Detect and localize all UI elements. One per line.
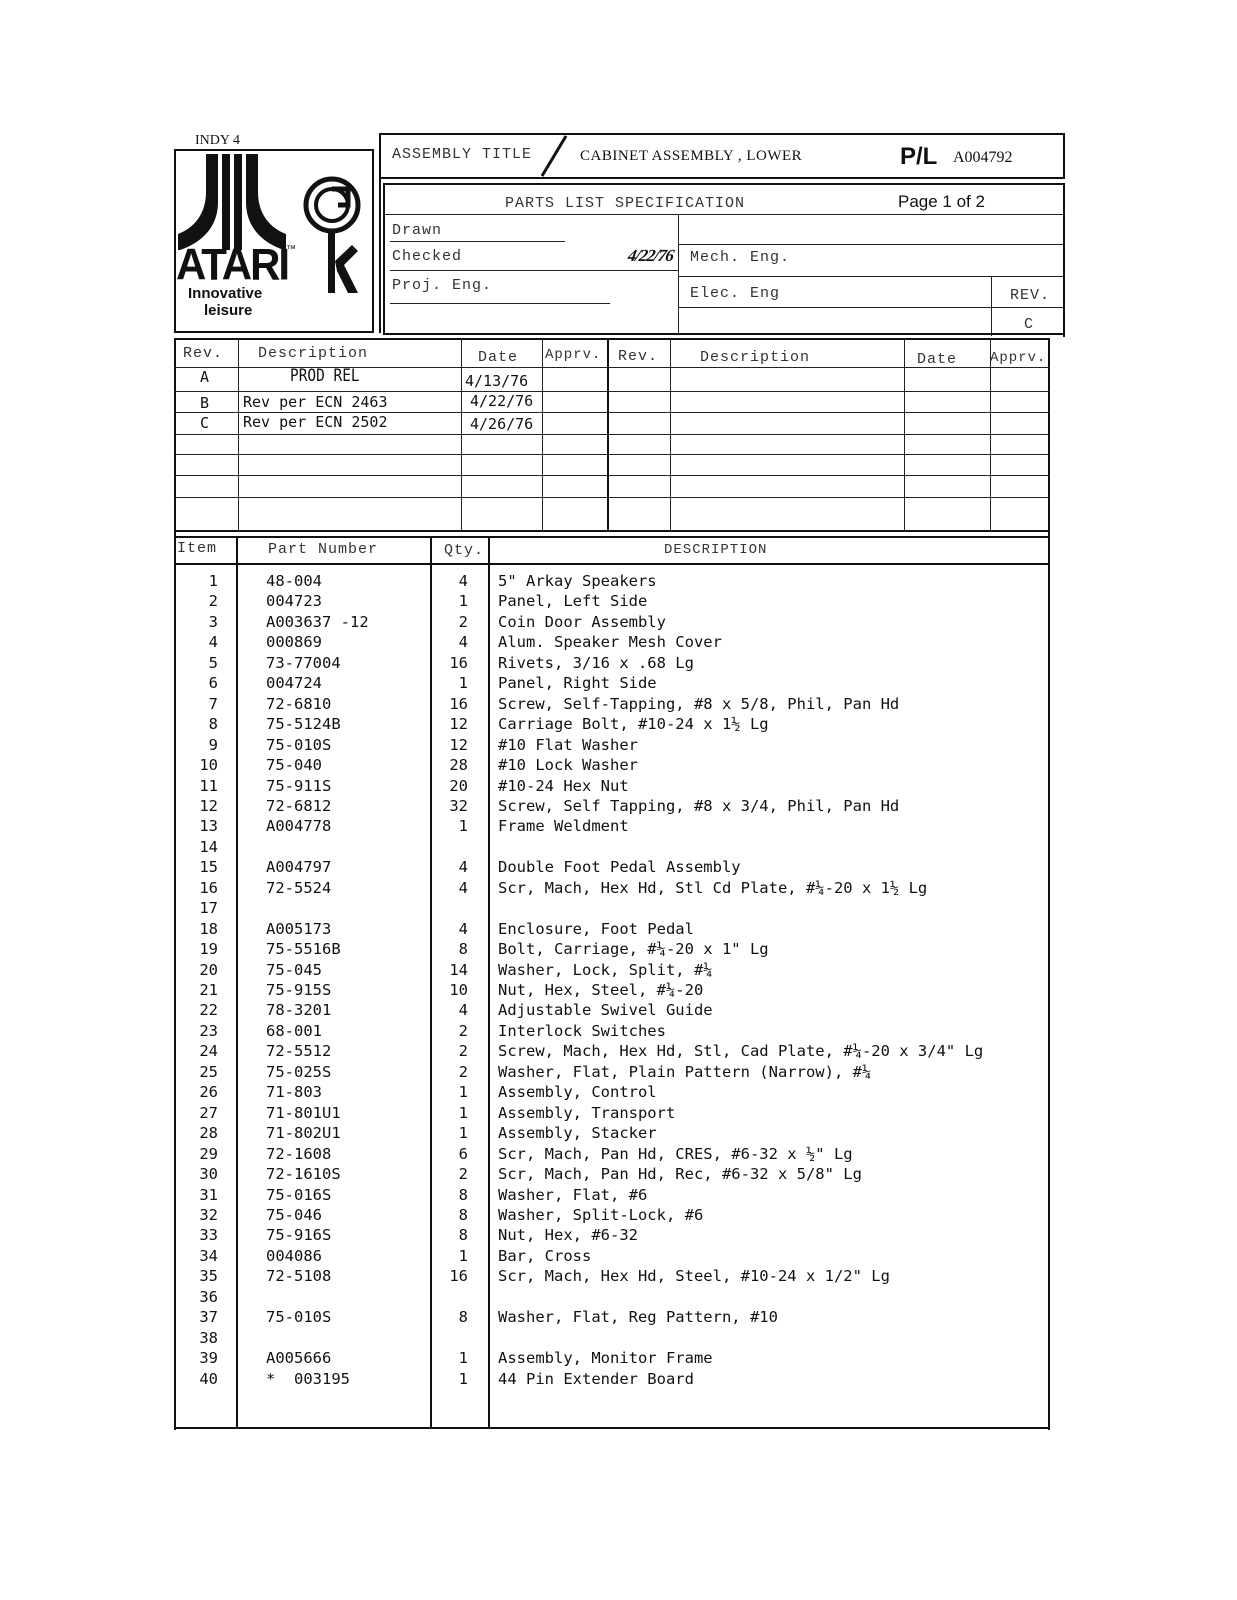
quantity: 2 [458, 1021, 468, 1040]
table-row [176, 1123, 1050, 1143]
quantity: 6 [458, 1144, 468, 1163]
item-number: 3 [208, 612, 218, 631]
table-row [176, 939, 1050, 959]
table-row [176, 1369, 1050, 1389]
quantity: 20 [449, 776, 468, 795]
part-description: Enclosure, Foot Pedal [498, 919, 694, 938]
item-number: 22 [199, 1001, 218, 1020]
table-row [176, 1348, 1050, 1368]
table-row [176, 837, 1050, 857]
quantity: 4 [458, 878, 468, 897]
rev-header-apprv: Apprv. [545, 347, 602, 363]
part-number: 75-046 [266, 1205, 322, 1224]
item-number: 9 [208, 735, 218, 754]
rev-value: C [1024, 316, 1035, 333]
quantity: 8 [458, 1226, 468, 1245]
quantity: 8 [458, 940, 468, 959]
quantity: 1 [458, 1369, 468, 1388]
quantity: 16 [449, 653, 468, 672]
part-description: Scr, Mach, Pan Hd, CRES, #6-32 x ½" Lg [498, 1144, 853, 1163]
rev-header-rev-2: Rev. [618, 348, 659, 365]
part-number: 75-916S [266, 1226, 332, 1245]
part-description: Bar, Cross [498, 1246, 592, 1265]
quantity: 32 [449, 796, 468, 815]
part-description: Coin Door Assembly [498, 612, 666, 631]
elec-eng-label: Elec. Eng [690, 285, 781, 302]
item-number: 28 [199, 1124, 218, 1143]
item-number: 11 [199, 776, 218, 795]
part-description: Assembly, Stacker [498, 1124, 657, 1143]
item-number: 24 [199, 1042, 218, 1061]
part-number: 75-911S [266, 776, 332, 795]
part-number: 75-5516B [266, 940, 341, 959]
table-row [176, 1225, 1050, 1245]
item-number: 14 [199, 837, 218, 856]
table-row [176, 1103, 1050, 1123]
item-number: 13 [199, 817, 218, 836]
assembly-title-value: CABINET ASSEMBLY , LOWER [580, 148, 803, 164]
part-description: Scr, Mach, Hex Hd, Steel, #10-24 x 1/2" Lg [498, 1267, 890, 1286]
part-description: Bolt, Carriage, #¼-20 x 1" Lg [498, 940, 769, 959]
item-number: 25 [199, 1062, 218, 1081]
part-number: A004778 [266, 817, 332, 836]
logo-tagline-1: Innovative [188, 285, 263, 302]
part-number: 48-004 [266, 572, 322, 590]
parts-header-qty: Qty. [444, 542, 485, 559]
checked-date: 4/22/76 [626, 246, 675, 265]
table-row [176, 632, 1050, 652]
table-row [176, 1307, 1050, 1327]
part-number: 75-915S [266, 981, 332, 999]
quantity: 28 [449, 756, 468, 775]
table-row [176, 857, 1050, 877]
table-row [176, 980, 1050, 1000]
rev-header-description-2: Description [700, 349, 811, 366]
part-description: Interlock Switches [498, 1021, 666, 1040]
rev-row-b-date: 4/22/76 [470, 392, 534, 410]
part-number: 004724 [266, 674, 322, 693]
item-number: 30 [199, 1165, 218, 1184]
parts-header-description: DESCRIPTION [664, 542, 768, 558]
rev-header-date: Date [478, 349, 519, 366]
table-row [176, 1144, 1050, 1164]
rev-row-a-rev: A [200, 368, 210, 386]
quantity: 12 [449, 735, 468, 754]
item-number: 10 [199, 756, 218, 775]
part-description: Nut, Hex, Steel, #¼-20 [498, 981, 704, 999]
table-row [176, 591, 1050, 611]
part-number: * 003195 [266, 1369, 350, 1388]
part-number: 72-1608 [266, 1144, 332, 1163]
kee-games-icon [300, 175, 362, 295]
table-row [176, 898, 1050, 918]
table-row [176, 1021, 1050, 1041]
item-number: 21 [199, 981, 218, 999]
part-number: 75-010S [266, 1308, 332, 1327]
proj-eng-label: Proj. Eng. [392, 277, 493, 294]
logo-wordmark: ATARI [176, 239, 289, 290]
item-number: 31 [199, 1185, 218, 1204]
item-number: 18 [199, 919, 218, 938]
part-number: 72-6810 [266, 694, 332, 713]
item-number: 5 [208, 653, 218, 672]
table-row [176, 571, 1050, 591]
trademark-symbol: ™ [286, 244, 296, 255]
quantity: 1 [458, 592, 468, 611]
table-row [176, 755, 1050, 775]
part-number: 71-801U1 [266, 1103, 341, 1122]
quantity: 10 [449, 981, 468, 999]
table-row [176, 673, 1050, 693]
table-row [176, 1287, 1050, 1307]
item-number: 33 [199, 1226, 218, 1245]
part-number: 75-016S [266, 1185, 332, 1204]
part-description: Double Foot Pedal Assembly [498, 858, 741, 877]
part-description: Assembly, Transport [498, 1103, 676, 1122]
quantity: 4 [458, 633, 468, 652]
quantity: 2 [458, 1062, 468, 1081]
logo-tagline-2: leisure [204, 302, 253, 319]
part-description: Panel, Right Side [498, 674, 657, 693]
part-description: Screw, Mach, Hex Hd, Stl, Cad Plate, #¼-20 x 3/4" Lg [498, 1042, 984, 1061]
item-number: 12 [199, 796, 218, 815]
atari-fuji-icon [176, 152, 296, 252]
parts-header-part-number: Part Number [268, 541, 379, 558]
table-row [176, 735, 1050, 755]
item-number: 15 [199, 858, 218, 877]
item-number: 2 [208, 592, 218, 611]
part-number: 72-5512 [266, 1042, 332, 1061]
table-row [176, 776, 1050, 796]
mech-eng-label: Mech. Eng. [690, 249, 791, 266]
part-number: 75-025S [266, 1062, 332, 1081]
part-description: Frame Weldment [498, 817, 629, 836]
item-number: 19 [199, 940, 218, 959]
table-row [176, 714, 1050, 734]
quantity: 1 [458, 674, 468, 693]
table-row [176, 816, 1050, 836]
item-number: 23 [199, 1021, 218, 1040]
item-number: 34 [199, 1246, 218, 1265]
quantity: 2 [458, 1165, 468, 1184]
part-number: 73-77004 [266, 653, 341, 672]
rev-row-b-description: Rev per ECN 2463 [243, 393, 388, 411]
part-description: Washer, Flat, Plain Pattern (Narrow), #¼ [498, 1062, 872, 1081]
table-row [176, 1000, 1050, 1020]
table-row [176, 1328, 1050, 1348]
table-row [176, 612, 1050, 632]
item-number: 8 [208, 715, 218, 734]
quantity: 1 [458, 1083, 468, 1102]
parts-table-bottom-rule [174, 1427, 1050, 1429]
item-number: 40 [199, 1369, 218, 1388]
item-number: 1 [208, 572, 218, 590]
parts-header-item: Item [177, 540, 218, 557]
assembly-title-label: ASSEMBLY TITLE [392, 146, 533, 163]
part-description: Panel, Left Side [498, 592, 648, 611]
quantity: 1 [458, 1124, 468, 1143]
rev-header-description: Description [258, 345, 369, 362]
pl-number: A004792 [953, 149, 1013, 166]
part-number: 68-001 [266, 1021, 322, 1040]
item-number: 27 [199, 1103, 218, 1122]
table-row [176, 1185, 1050, 1205]
table-row [176, 796, 1050, 816]
item-number: 4 [208, 633, 218, 652]
item-number: 26 [199, 1083, 218, 1102]
part-description: Washer, Lock, Split, #¼ [498, 960, 713, 979]
part-description: Washer, Split-Lock, #6 [498, 1205, 704, 1224]
quantity: 1 [458, 1103, 468, 1122]
part-number: 72-5108 [266, 1267, 332, 1286]
part-number: 71-802U1 [266, 1124, 341, 1143]
table-row [176, 1246, 1050, 1266]
part-description: 5" Arkay Speakers [498, 572, 657, 590]
item-number: 35 [199, 1267, 218, 1286]
quantity: 8 [458, 1185, 468, 1204]
rev-header-date-2: Date [917, 351, 958, 368]
rev-row-b-rev: B [200, 394, 210, 412]
item-number: 20 [199, 960, 218, 979]
part-description: Screw, Self-Tapping, #8 x 5/8, Phil, Pan Hd [498, 694, 900, 713]
table-row [176, 1062, 1050, 1082]
rev-header-apprv-2: Apprv. [990, 350, 1047, 366]
part-number: 78-3201 [266, 1001, 332, 1020]
table-row [176, 1205, 1050, 1225]
rev-header-rev: Rev. [183, 345, 224, 362]
item-number: 38 [199, 1328, 218, 1347]
part-description: Carriage Bolt, #10-24 x 1½ Lg [498, 715, 769, 734]
page-indicator: Page 1 of 2 [898, 192, 985, 211]
item-number: 17 [199, 899, 218, 918]
part-description: Alum. Speaker Mesh Cover [498, 633, 722, 652]
part-description: Nut, Hex, #6-32 [498, 1226, 638, 1245]
table-row [176, 653, 1050, 673]
quantity: 4 [458, 919, 468, 938]
part-number: 000869 [266, 633, 322, 652]
item-number: 36 [199, 1287, 218, 1306]
part-description: Adjustable Swivel Guide [498, 1001, 713, 1020]
part-number: 72-1610S [266, 1165, 341, 1184]
part-number: 75-5124B [266, 715, 341, 734]
checked-label: Checked [392, 248, 463, 265]
item-number: 7 [208, 694, 218, 713]
quantity: 1 [458, 817, 468, 836]
table-row [176, 878, 1050, 898]
part-number: 75-010S [266, 735, 332, 754]
table-row [176, 1164, 1050, 1184]
table-row [176, 1082, 1050, 1102]
quantity: 8 [458, 1205, 468, 1224]
part-description: #10 Lock Washer [498, 756, 638, 775]
quantity: 1 [458, 1349, 468, 1368]
part-description: #10 Flat Washer [498, 735, 638, 754]
item-number: 37 [199, 1308, 218, 1327]
item-number: 29 [199, 1144, 218, 1163]
item-number: 39 [199, 1349, 218, 1368]
part-description: Washer, Flat, #6 [498, 1185, 648, 1204]
item-number: 32 [199, 1205, 218, 1224]
spec-title: PARTS LIST SPECIFICATION [505, 195, 746, 212]
part-number: A003637 -12 [266, 612, 369, 631]
quantity: 4 [458, 1001, 468, 1020]
part-number: 75-040 [266, 756, 322, 775]
part-description: Washer, Flat, Reg Pattern, #10 [498, 1308, 778, 1327]
table-row [176, 694, 1050, 714]
part-description: 44 Pin Extender Board [498, 1369, 694, 1388]
quantity: 1 [458, 1246, 468, 1265]
table-row [176, 1041, 1050, 1061]
table-row [176, 919, 1050, 939]
quantity: 8 [458, 1308, 468, 1327]
rev-row-c-date: 4/26/76 [470, 415, 534, 433]
part-number: 75-045 [266, 960, 322, 979]
quantity: 14 [449, 960, 468, 979]
quantity: 16 [449, 694, 468, 713]
part-description: #10-24 Hex Nut [498, 776, 629, 795]
quantity: 2 [458, 1042, 468, 1061]
item-number: 6 [208, 674, 218, 693]
quantity: 4 [458, 572, 468, 590]
part-number: A005173 [266, 919, 332, 938]
part-description: Rivets, 3/16 x .68 Lg [498, 653, 694, 672]
rev-row-a-date: 4/13/76 [465, 372, 529, 390]
corner-label: INDY 4 [195, 133, 240, 148]
table-row [176, 960, 1050, 980]
part-number: 004723 [266, 592, 322, 611]
quantity: 2 [458, 612, 468, 631]
item-number: 16 [199, 878, 218, 897]
part-number: A005666 [266, 1349, 332, 1368]
drawn-label: Drawn [392, 222, 443, 239]
part-number: 72-6812 [266, 796, 332, 815]
part-description: Assembly, Control [498, 1083, 657, 1102]
pl-label: P/L [900, 143, 938, 170]
quantity: 16 [449, 1267, 468, 1286]
rev-row-c-description: Rev per ECN 2502 [243, 413, 388, 431]
rev-row-c-rev: C [200, 414, 210, 432]
part-description: Assembly, Monitor Frame [498, 1349, 713, 1368]
part-number: 004086 [266, 1246, 322, 1265]
part-description: Scr, Mach, Hex Hd, Stl Cd Plate, #¼-20 x 1½ Lg [498, 878, 928, 897]
part-number: A004797 [266, 858, 332, 877]
rev-row-a-description: PROD REL [290, 366, 360, 386]
rev-label: REV. [1010, 287, 1051, 304]
quantity: 4 [458, 858, 468, 877]
table-row [176, 1266, 1050, 1286]
part-number: 71-803 [266, 1083, 322, 1102]
part-description: Scr, Mach, Pan Hd, Rec, #6-32 x 5/8" Lg [498, 1165, 862, 1184]
part-number: 72-5524 [266, 878, 332, 897]
quantity: 12 [449, 715, 468, 734]
part-description: Screw, Self Tapping, #8 x 3/4, Phil, Pan Hd [498, 796, 900, 815]
